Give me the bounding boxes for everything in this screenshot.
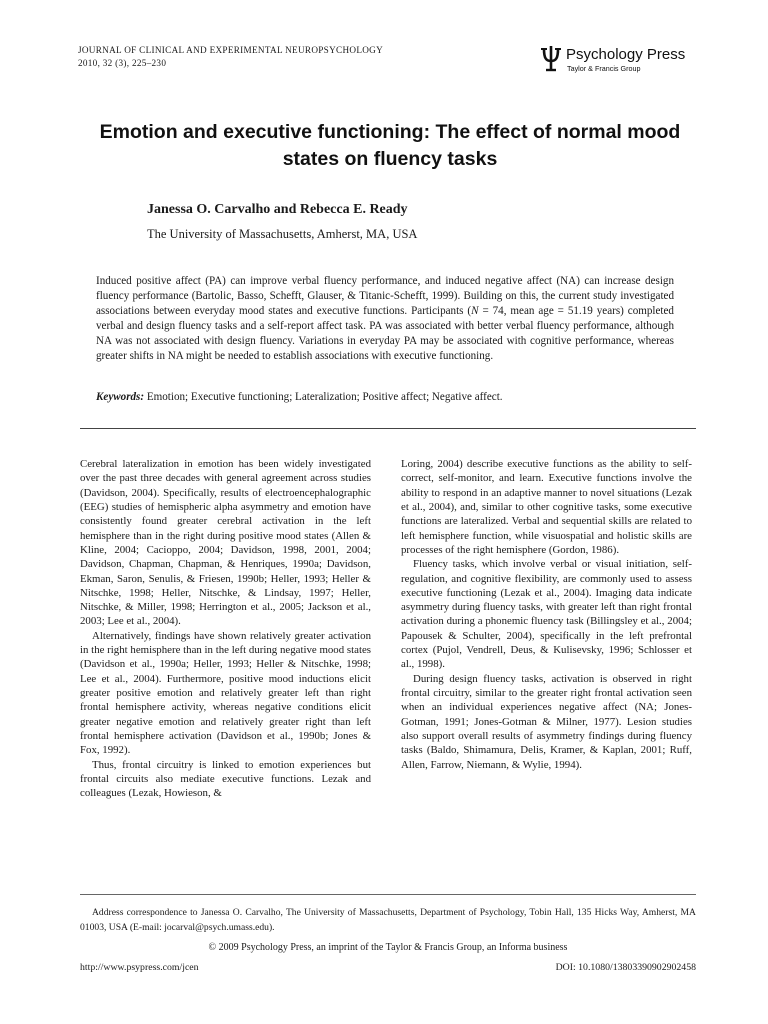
body-column-left — [80, 457, 371, 801]
body-paragraph: Cerebral lateralization in emotion has been widely investigated over the past three decades with general agreement across studies (Davidson, 2004). Specifically, results of electroencephalographic (EEG) studies of hemispheric alpha asymmetry and emotion have consistently found greater cerebral activation in the left hemisphere than in the right during positive mood states (Allen & Kline, 2004; Cacioppo, 2004; Davidson, 1998, 2001, 2004; Davidson, Chapman, Chapman, & Henriques, 1990a; Davidson, Ekman, Saron, Senulis, & Friesen, 1990b; Heller, 1993; Heller & Nitschke, 1998; Heller, Nitschke, & Lindsay, 1997; Heller, Nitschke, & Miller, 1998; Herrington et al., 2005; Jackson et al., 2003; Lee et al., 2004). — [80, 458, 371, 628]
article-title: Emotion and executive functioning: The effect of normal mood states on fluency tasks — [99, 121, 681, 170]
article-affiliation: The University of Massachusetts, Amherst, MA, USA — [147, 227, 418, 241]
publisher-name: Psychology Press — [566, 46, 686, 63]
body-paragraph: Fluency tasks, which involve verbal or visual initiation, self-regulation, and cognitive flexibility, are commonly used to assess executive functioning (Lezak et al., 2004). Imaging data indicate asymmetry during fluency tasks, with greater left than right frontal activation during a phonemic fluency task (Billingsley et al., 2004; Papousek & Schulter, 2004), specifically in the left prefrontal cortex (Pujol, Vendrell, Deus, & Kulisevsky, 1996; Schlosser et al., 1998). — [401, 558, 692, 671]
body-paragraph: During design fluency tasks, activation is observed in right frontal circuitry, similar to the greater right frontal activation seen when an individual experiences negative affect (NA; Jones-Gotman, 1991; Jones-Gotman & Milner, 1977). Lesion studies also support overall results of asymmetry findings during fluency tasks (Baldo, Shimamura, Delis, Kramer, & Kaplan, 2001; Ruff, Allen, Farrow, Niemann, & Wylie, 1994). — [401, 672, 692, 771]
correspondence-address — [80, 906, 696, 935]
body-column-right — [401, 457, 692, 772]
abstract-n-symbol: N — [471, 305, 479, 318]
publisher-logo — [538, 44, 698, 74]
abstract-divider — [80, 428, 696, 429]
keywords — [96, 390, 686, 405]
body-paragraph: Loring, 2004) describe executive functions as the ability to self-correct, self-monitor, and learn. Executive functions involve the ability to respond in an adaptive manner to novel situations (Lezak et al., 2004), and, similar to other cognitive tasks, some executive functions are lateralized. Verbal and sequential skills are related to left hemisphere function, while visuospatial and holistic skills are processes of the right hemisphere (Gordon, 1986). — [401, 458, 692, 556]
keywords-text: Emotion; Executive functioning; Lateralization; Positive affect; Negative affect. — [144, 391, 503, 403]
doi[interactable]: DOI: 10.1080/13803390902902458 — [555, 962, 696, 973]
abstract-text-2: = 74, mean age = 51.19 years) completed verbal and design fluency tasks and a self-report affect task. PA was associated with better verbal fluency performance, although NA was not associated with design fluency. Variations in everyday PA may be associated with cognitive performance, whereas greater shifts in NA might be needed to establish associations with executive functioning. — [96, 305, 674, 363]
body-paragraph: Alternatively, findings have shown relatively greater activation in the right hemisphere than in the left during negative mood states (Davidson et al., 1990a; Heller, 1993; Heller & Nitschke, 1998; Lee et al., 2004). Furthermore, positive mood inductions elicit greater positive emotion and relatively greater left than right frontal hemisphere activity, whereas negative conditions elicit greater negative emotion and relatively greater right than left frontal hemisphere activation (Davidson et al., 1990b; Jones & Fox, 1992). — [80, 629, 371, 757]
abstract-text-1: Induced positive affect (PA) can improve verbal fluency performance, and induced negative affect (NA) can increase design fluency performance (Bartolic, Basso, Schefft, Glauser, & Titanic-Schefft, 1999). Building on this, the current study investigated associations between everyday mood states and executive functions. Participants ( — [96, 275, 674, 318]
body-paragraph: Thus, frontal circuitry is linked to emotion experiences but frontal circuits also mediate executive functions. Lezak and colleagues (Lezak, Howieson, & — [80, 758, 371, 800]
keywords-label: Keywords: — [96, 391, 145, 403]
journal-url[interactable]: http://www.psypress.com/jcen — [80, 962, 199, 973]
journal-citation: 2010, 32 (3), 225–230 — [78, 58, 167, 68]
journal-header — [78, 44, 383, 70]
journal-name: JOURNAL OF CLINICAL AND EXPERIMENTAL NEUROPSYCHOLOGY — [78, 45, 384, 55]
abstract — [96, 274, 674, 365]
article-authors: Janessa O. Carvalho and Rebecca E. Ready — [147, 202, 408, 217]
publisher-subtitle: Taylor & Francis Group — [567, 64, 641, 73]
footer-divider — [80, 894, 696, 895]
address-text: Address correspondence to Janessa O. Carvalho, The University of Massachusetts, Department of Psychology, Tobin Hall, 135 Hicks Way, Amherst, MA 01003, USA (E-mail: jocarval@psych.umass.edu). — [80, 907, 696, 933]
psi-icon — [538, 44, 564, 72]
copyright: © 2009 Psychology Press, an imprint of the Taylor & Francis Group, an Informa business — [208, 942, 568, 953]
